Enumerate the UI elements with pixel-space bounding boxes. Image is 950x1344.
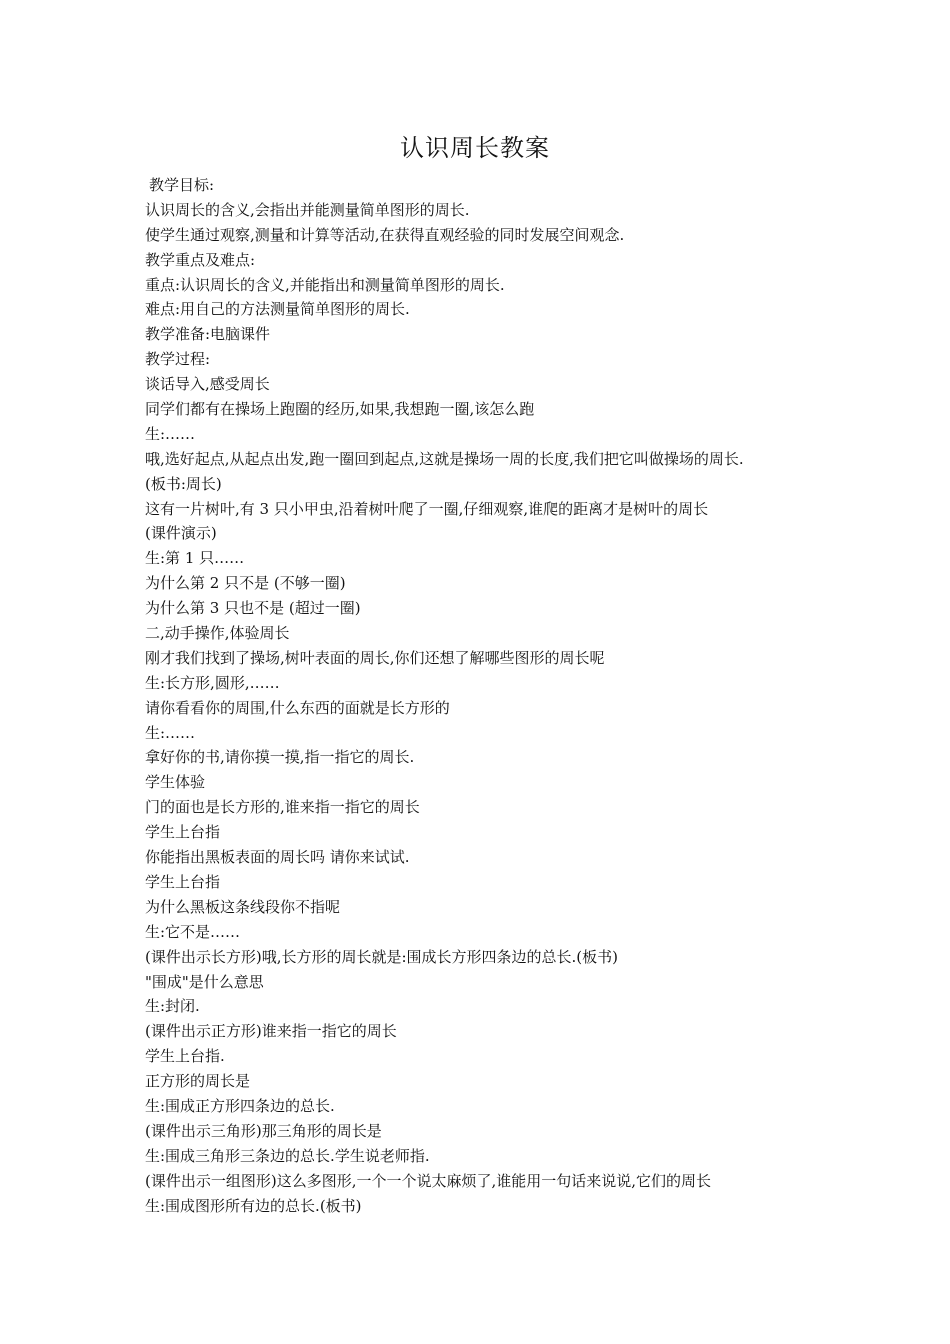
- text-line: 为什么第 2 只不是 (不够一圈): [145, 574, 346, 593]
- text-line: 重点:认识周长的含义,并能指出和测量简单图形的周长.: [145, 275, 505, 294]
- text-line: 教学重点及难点:: [145, 250, 256, 269]
- text-line: 你能指出黑板表面的周长吗 请你来试试.: [145, 848, 410, 867]
- text-line: 这有一片树叶,有 3 只小甲虫,沿着树叶爬了一圈,仔细观察,谁爬的距离才是树叶的周长: [145, 499, 709, 518]
- text-line: 生:……: [145, 424, 196, 443]
- text-line: 为什么黑板这条线段你不指呢: [145, 897, 341, 916]
- text-line: 生:长方形,圆形,……: [145, 673, 280, 692]
- text-line: 门的面也是长方形的,谁来指一指它的周长: [145, 798, 420, 817]
- text-line: 学生上台指: [145, 872, 221, 891]
- text-line: 生:围成三角形三条边的总长.学生说老师指.: [145, 1146, 430, 1165]
- text-line: 生:围成正方形四条边的总长.: [145, 1096, 335, 1115]
- text-line: 刚才我们找到了操场,树叶表面的周长,你们还想了解哪些图形的周长呢: [145, 648, 605, 667]
- text-line: 生:……: [145, 723, 196, 742]
- text-line: (板书:周长): [145, 474, 222, 493]
- text-line: (课件出示正方形)谁来指一指它的周长: [145, 1022, 397, 1041]
- text-line: 生:第 1 只……: [145, 549, 245, 568]
- text-line: 学生体验: [145, 773, 206, 792]
- text-line: 教学目标:: [149, 176, 215, 194]
- text-line: 同学们都有在操场上跑圈的经历,如果,我想跑一圈,该怎么跑: [145, 400, 535, 419]
- text-line: 生:封闭.: [145, 997, 200, 1016]
- text-line: 生:它不是……: [145, 922, 241, 941]
- text-line: 谈话导入,感受周长: [145, 375, 270, 394]
- text-line: 正方形的周长是: [145, 1072, 251, 1091]
- text-line: 为什么第 3 只也不是 (超过一圈): [145, 599, 361, 618]
- text-line: (课件出示三角形)那三角形的周长是: [145, 1121, 382, 1140]
- text-line: (课件出示一组图形)这么多图形,一个一个说太麻烦了,谁能用一句话来说说,它们的周长: [145, 1171, 712, 1190]
- document-body: [145, 173, 845, 1218]
- text-line: 使学生通过观察,测量和计算等活动,在获得直观经验的同时发展空间观念.: [145, 225, 625, 244]
- text-line: 认识周长的含义,会指出并能测量简单图形的周长.: [145, 200, 470, 219]
- text-line: 难点:用自己的方法测量简单图形的周长.: [145, 300, 410, 319]
- text-line: 教学准备:电脑课件: [145, 325, 271, 344]
- text-line: "围成"是什么意思: [145, 972, 264, 991]
- text-line: 生:围成图形所有边的总长.(板书): [145, 1196, 362, 1215]
- text-line: 请你看看你的周围,什么东西的面就是长方形的: [145, 698, 450, 717]
- text-line: 学生上台指: [145, 823, 221, 842]
- document-title: 认识周长教案: [400, 134, 550, 162]
- text-line: 哦,选好起点,从起点出发,跑一圈回到起点,这就是操场一周的长度,我们把它叫做操场的周长.: [145, 449, 744, 468]
- text-line: 二,动手操作,体验周长: [145, 624, 290, 643]
- text-line: (课件演示): [145, 524, 217, 543]
- text-line: 拿好你的书,请你摸一摸,指一指它的周长.: [145, 748, 415, 767]
- text-line: 学生上台指.: [145, 1047, 225, 1066]
- text-line: 教学过程:: [145, 350, 211, 369]
- text-line: (课件出示长方形)哦,长方形的周长就是:围成长方形四条边的总长.(板书): [145, 947, 619, 966]
